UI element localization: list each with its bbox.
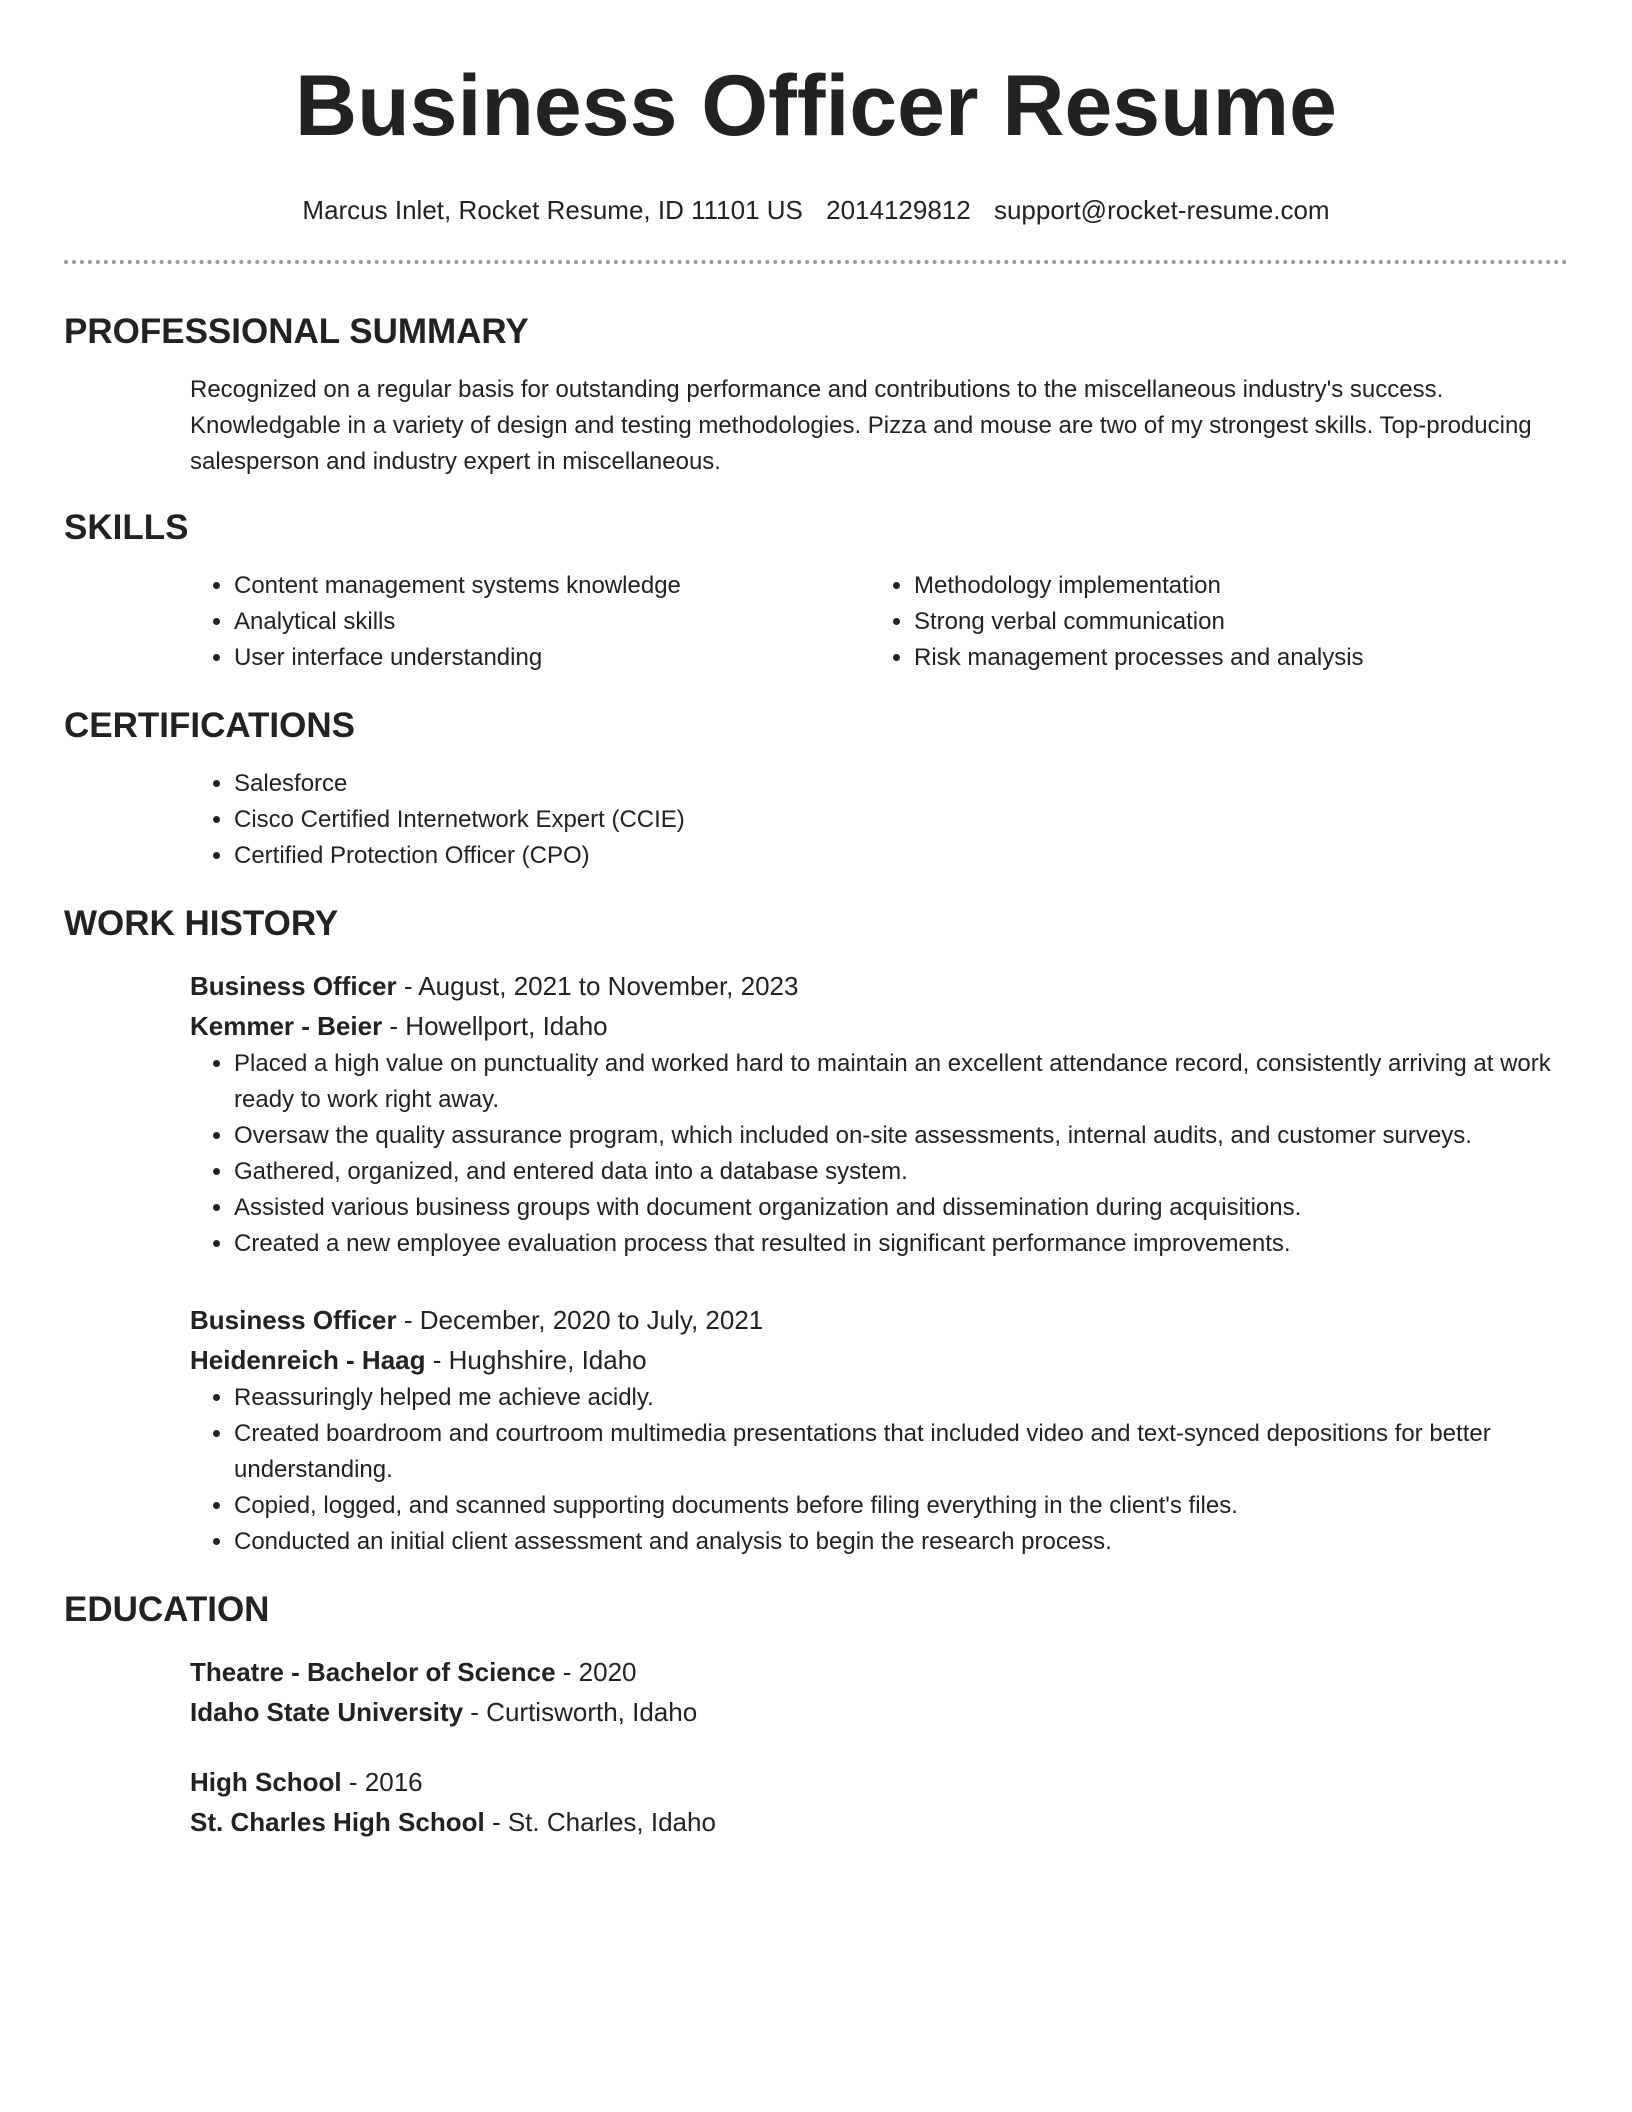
job-title: Business Officer bbox=[190, 971, 397, 1001]
job-title-line bbox=[190, 1300, 1568, 1340]
skill-item: • Analytical skills bbox=[234, 604, 870, 640]
job-company: Heidenreich - Haag bbox=[190, 1345, 426, 1375]
job-dates: - August, 2021 to November, 2023 bbox=[396, 971, 799, 1001]
contact-phone: 2014129812 bbox=[826, 195, 971, 225]
education-heading: EDUCATION bbox=[64, 1590, 270, 1629]
job-title-line bbox=[190, 966, 1568, 1006]
job-bullet: • Copied, logged, and scanned supporting documents before filing everything in the client's files. bbox=[234, 1488, 1568, 1524]
skill-item: • User interface understanding bbox=[234, 640, 870, 676]
job-title: Business Officer bbox=[190, 1305, 397, 1335]
education-school-line bbox=[190, 1692, 1568, 1732]
contact-line bbox=[64, 194, 1568, 226]
skills-column-right bbox=[870, 568, 1550, 676]
skills-list-right bbox=[870, 568, 1550, 676]
summary-text: Recognized on a regular basis for outstanding performance and contributions to the miscellaneous industry's success. Knowledgable in a variety of design and testing methodologies. Pizza and mouse are two of my strongest skills. Top-producing salesperson and industry expert in miscellaneous. bbox=[190, 376, 1532, 475]
resume-title: Business Officer Resume bbox=[295, 58, 1337, 154]
education-degree: High School bbox=[190, 1767, 342, 1797]
contact-email: support@rocket-resume.com bbox=[993, 195, 1330, 225]
job-entry bbox=[190, 966, 1568, 1262]
job-company: Kemmer - Beier bbox=[190, 1011, 383, 1041]
skill-item: • Risk management processes and analysis bbox=[914, 640, 1550, 676]
job-bullet: • Assisted various business groups with document organization and dissemination during acquisitions. bbox=[234, 1190, 1568, 1226]
skills-grid bbox=[190, 568, 1568, 676]
job-location: - Hughshire, Idaho bbox=[425, 1345, 647, 1375]
education-location: - Curtisworth, Idaho bbox=[463, 1697, 698, 1727]
job-bullet: • Created a new employee evaluation process that resulted in significant performance improvements. bbox=[234, 1226, 1568, 1262]
education-school: Idaho State University bbox=[190, 1697, 464, 1727]
job-location: - Howellport, Idaho bbox=[382, 1011, 608, 1041]
certification-item: • Salesforce bbox=[234, 766, 1568, 802]
job-bullet: • Oversaw the quality assurance program, which included on-site assessments, internal audits, and customer surveys. bbox=[234, 1118, 1568, 1154]
job-bullet: • Placed a high value on punctuality and worked hard to maintain an excellent attendance record, consistently arriving at work ready to work right away. bbox=[234, 1046, 1568, 1118]
education-degree-line bbox=[190, 1762, 1568, 1802]
certification-item: • Certified Protection Officer (CPO) bbox=[234, 838, 1568, 874]
education-year: - 2020 bbox=[555, 1657, 637, 1687]
certifications-list bbox=[190, 766, 1568, 874]
header-divider bbox=[64, 260, 1568, 264]
education-year: - 2016 bbox=[341, 1767, 423, 1797]
work-history-heading: WORK HISTORY bbox=[64, 904, 339, 943]
job-bullet: • Gathered, organized, and entered data into a database system. bbox=[234, 1154, 1568, 1190]
job-dates: - December, 2020 to July, 2021 bbox=[396, 1305, 764, 1335]
certification-item: • Cisco Certified Internetwork Expert (CCIE) bbox=[234, 802, 1568, 838]
certifications-block bbox=[190, 766, 1568, 874]
job-bullets bbox=[190, 1046, 1568, 1262]
summary-heading: PROFESSIONAL SUMMARY bbox=[64, 312, 529, 351]
job-bullet: • Conducted an initial client assessment and analysis to begin the research process. bbox=[234, 1524, 1568, 1560]
education-entry bbox=[190, 1762, 1568, 1842]
skills-list-left bbox=[190, 568, 870, 676]
education-school-line bbox=[190, 1802, 1568, 1842]
job-company-line bbox=[190, 1006, 1568, 1046]
education-entry bbox=[190, 1652, 1568, 1732]
skills-heading: SKILLS bbox=[64, 508, 189, 547]
job-company-line bbox=[190, 1340, 1568, 1380]
education-degree: Theatre - Bachelor of Science bbox=[190, 1657, 556, 1687]
skill-item: • Strong verbal communication bbox=[914, 604, 1550, 640]
skill-item: • Content management systems knowledge bbox=[234, 568, 870, 604]
certifications-heading: CERTIFICATIONS bbox=[64, 706, 356, 745]
job-entry bbox=[190, 1300, 1568, 1560]
education-school: St. Charles High School bbox=[190, 1807, 485, 1837]
contact-address: Marcus Inlet, Rocket Resume, ID 11101 US bbox=[302, 195, 803, 225]
education-location: - St. Charles, Idaho bbox=[484, 1807, 716, 1837]
skills-column-left bbox=[190, 568, 870, 676]
education-degree-line bbox=[190, 1652, 1568, 1692]
skill-item: • Methodology implementation bbox=[914, 568, 1550, 604]
job-bullet: • Created boardroom and courtroom multimedia presentations that included video and text-synced depositions for better understanding. bbox=[234, 1416, 1568, 1488]
job-bullet: • Reassuringly helped me achieve acidly. bbox=[234, 1380, 1568, 1416]
job-bullets bbox=[190, 1380, 1568, 1560]
